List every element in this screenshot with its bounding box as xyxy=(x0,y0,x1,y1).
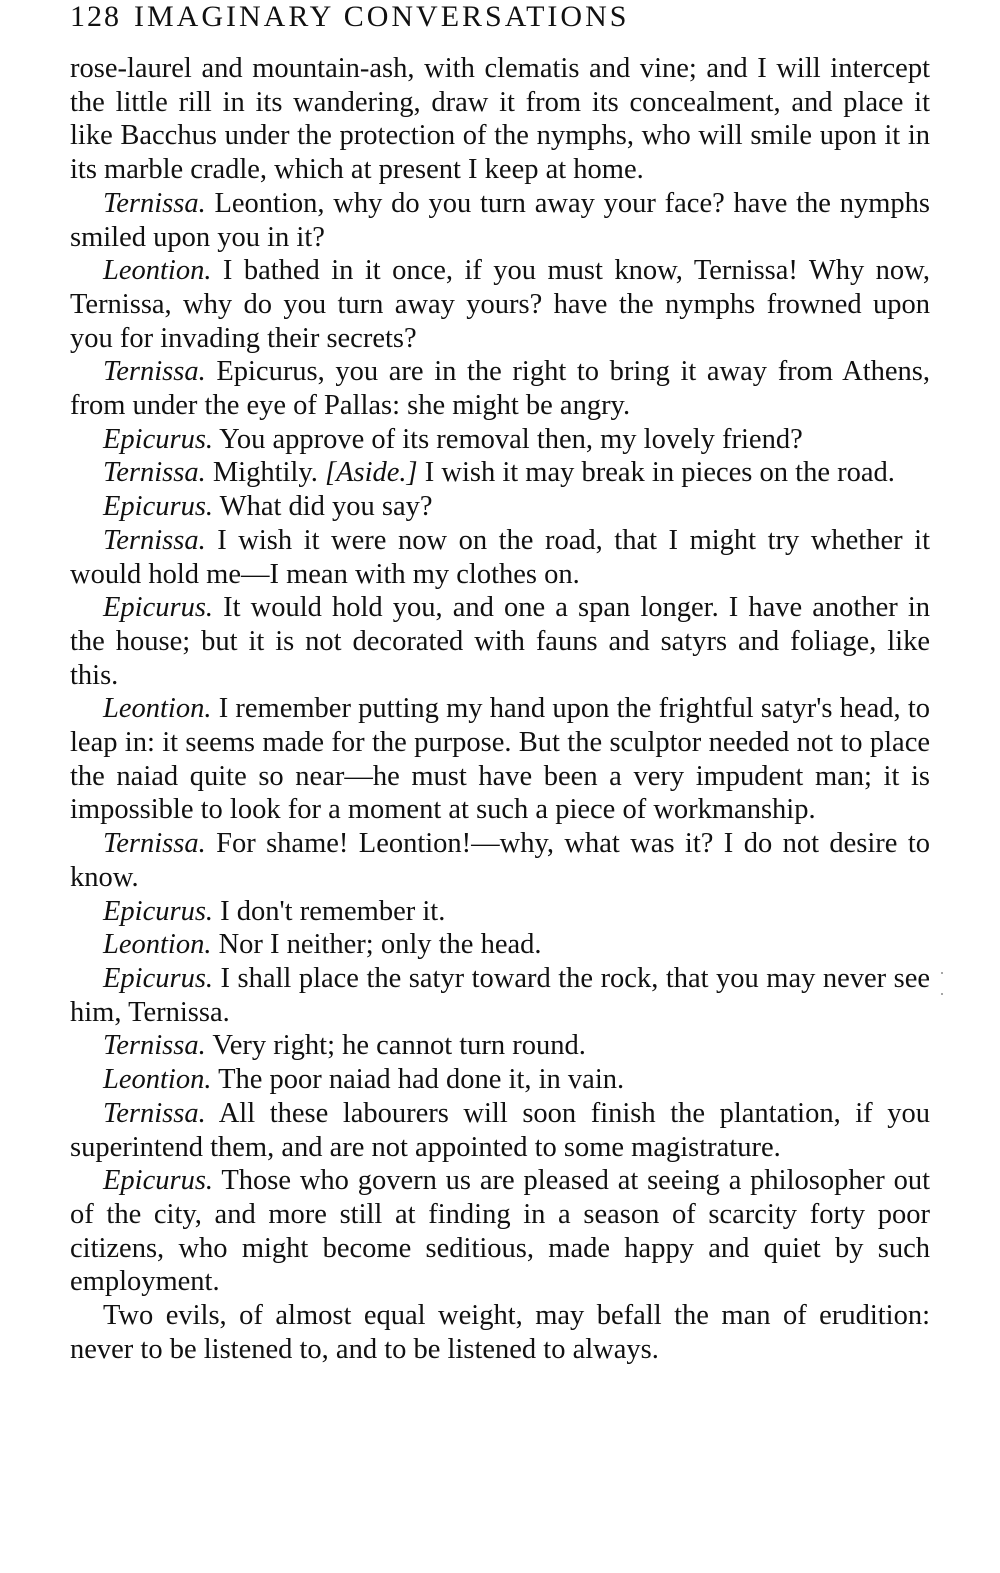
speech-text: I shall place the satyr toward the rock, that you may never see him, Ternissa. xyxy=(70,962,930,1028)
speaker-name: Epicurus. xyxy=(103,962,214,994)
page-number: 128 xyxy=(70,0,121,33)
running-title: IMAGINARY CONVERSATIONS xyxy=(134,0,630,33)
dialogue-paragraph xyxy=(70,962,930,1029)
dialogue-paragraph xyxy=(70,1164,930,1299)
dialogue-paragraph xyxy=(70,895,930,929)
speaker-name: Ternissa. xyxy=(103,1097,206,1129)
speech-text: All these labourers will soon finish the plantation, if you superintend them, and are not appointed to some magistrature. xyxy=(70,1097,930,1163)
speech-text: Epicurus, you are in the right to bring it away from Athens, from under the eye of Pallas: she might be angry. xyxy=(70,356,931,422)
speaker-name: Ternissa. xyxy=(103,457,206,489)
speech-text: For shame! Leontion!—why, what was it? I do not desire to know. xyxy=(70,828,931,893)
dialogue-paragraph xyxy=(70,692,930,827)
speaker-name: Epicurus. xyxy=(103,1165,214,1197)
paragraph-closing xyxy=(70,1299,930,1366)
text-body xyxy=(70,52,930,1366)
paragraph-continuation xyxy=(70,52,930,187)
speaker-name: Leontion. xyxy=(103,693,212,725)
speech-text: I don't remember it. xyxy=(220,895,446,927)
dialogue-paragraph xyxy=(70,456,930,490)
speaker-name: Epicurus. xyxy=(103,895,214,927)
speaker-name: Epicurus. xyxy=(103,423,214,455)
speech-text: I bathed in it once, if you must know, Ternissa! Why now, Ternissa, why do you turn away yours? have the nymphs frowned upon you for invading their secrets? xyxy=(70,255,931,354)
speech-text: I wish it were now on the road, that I might try whether it would hold me—I mean with my clothes on. xyxy=(70,524,930,590)
dialogue-paragraph xyxy=(70,928,930,962)
dialogue-paragraph xyxy=(70,254,930,355)
margin-speck xyxy=(941,972,943,974)
dialogue-paragraph xyxy=(70,187,930,254)
dialogue-paragraph xyxy=(70,1063,930,1097)
speaker-name: Leontion. xyxy=(103,1064,212,1096)
speaker-name: Epicurus. xyxy=(103,592,214,624)
speech-text: You approve of its removal then, my lovely friend? xyxy=(219,423,803,455)
dialogue-paragraph xyxy=(70,355,930,422)
paragraph-text: Two evils, of almost equal weight, may befall the man of erudition: never to be listened to, and to be listened to always. xyxy=(70,1300,930,1365)
speaker-name: Epicurus. xyxy=(103,491,214,523)
speaker-name: Ternissa. xyxy=(103,356,206,388)
speech-text: I wish it may break in pieces on the road. xyxy=(424,457,895,489)
dialogue-paragraph xyxy=(70,1097,930,1164)
speaker-name: Ternissa. xyxy=(103,524,206,556)
speech-text: Those who govern us are pleased at seeing a philosopher out of the city, and more still at finding in a season of scarcity forty poor citizens, who might become seditious, made happy and quiet by such employment. xyxy=(70,1165,930,1298)
paragraph-text: rose-laurel and mountain-ash, with clematis and vine; and I will intercept the little rill in its wandering, draw it from its concealment, and place it like Bacchus under the protection of the nymphs, who will smile upon it in its marble cradle, which at present I keep at home. xyxy=(70,53,930,186)
speech-text: It would hold you, and one a span longer. I have another in the house; but it is not decorated with fauns and satyrs and foliage, like this. xyxy=(70,592,931,691)
margin-speck xyxy=(941,993,943,995)
speech-text: Very right; he cannot turn round. xyxy=(212,1030,586,1062)
dialogue-paragraph xyxy=(70,1029,930,1063)
running-head xyxy=(70,0,930,34)
stage-direction: [Aside.] xyxy=(325,457,418,489)
speech-text: The poor naiad had done it, in vain. xyxy=(218,1064,625,1096)
speech-text: I remember putting my hand upon the frightful satyr's head, to leap in: it seems made for the purpose. But the sculptor needed not to place the naiad quite so near—he must have been a very impudent man; it is impossible to look for a moment at such a piece of workmanship. xyxy=(70,693,931,826)
speech-text: Nor I neither; only the head. xyxy=(218,929,542,961)
dialogue-paragraph xyxy=(70,524,930,591)
speaker-name: Ternissa. xyxy=(103,828,206,860)
speaker-name: Ternissa. xyxy=(103,1030,206,1062)
speaker-name: Ternissa. xyxy=(103,187,206,219)
dialogue-paragraph xyxy=(70,827,930,894)
speaker-name: Leontion. xyxy=(103,255,212,287)
speech-text: Leontion, why do you turn away your face? have the nymphs smiled upon you in it? xyxy=(70,187,930,253)
speaker-name: Leontion. xyxy=(103,929,212,961)
dialogue-paragraph xyxy=(70,591,930,692)
speech-text: Mightily. xyxy=(212,457,318,489)
dialogue-paragraph xyxy=(70,423,930,457)
dialogue-paragraph xyxy=(70,490,930,524)
speech-text: What did you say? xyxy=(219,491,433,523)
